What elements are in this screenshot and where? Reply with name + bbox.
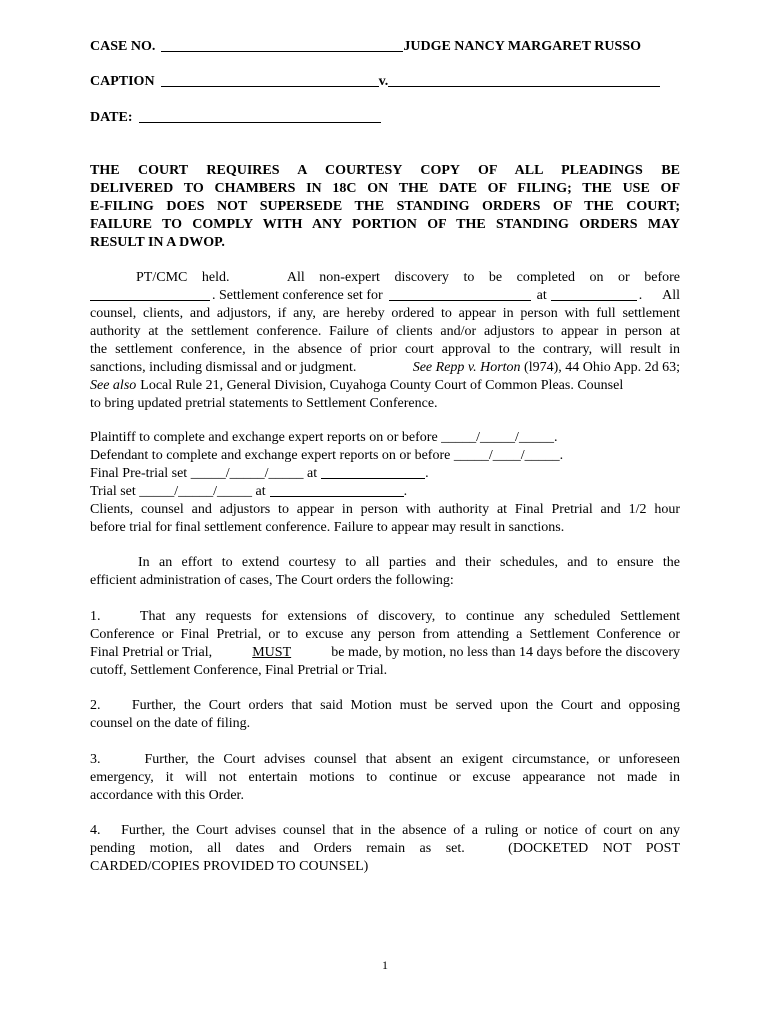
intro-paragraph	[90, 554, 680, 590]
date-field[interactable]	[139, 109, 381, 123]
notice-line: RESULT IN A DWOP.	[90, 235, 225, 250]
settlement-time-field[interactable]	[551, 287, 637, 301]
plaintiff-expert-line: Plaintiff to complete and exchange expert reports on or before _____/_____/_____.	[90, 430, 558, 445]
date-label: DATE:	[90, 110, 133, 125]
settlement-text: . Settlement conference set for	[212, 288, 383, 303]
order-line: 1. That any requests for extensions of discovery, to continue any scheduled Settlement	[90, 609, 680, 624]
case-number-line	[90, 38, 680, 56]
date-line	[90, 109, 680, 127]
order-1-text: Final Pretrial or Trial,	[90, 645, 213, 660]
intro-line: efficient administration of cases, The Court orders the following:	[90, 573, 454, 588]
settlement-at-text: at	[536, 288, 547, 303]
settlement-all-text: . All	[638, 288, 680, 303]
judge-name: JUDGE NANCY MARGARET RUSSO	[403, 39, 641, 54]
trial-text: Trial set _____/_____/_____ at	[90, 484, 266, 499]
pretrial-line: PT/CMC held. All non-expert discovery to be completed on or before	[136, 270, 680, 285]
order-2	[90, 697, 680, 733]
case-citation: See Repp v. Horton	[412, 360, 521, 375]
order-line: 4. Further, the Court advises counsel that in the absence of a ruling or notice of court on any	[90, 823, 680, 838]
order-3	[90, 751, 680, 805]
clients-appear-line: Clients, counsel and adjustors to appear in person with authority at Final Pretrial and 1/2 hour	[90, 502, 680, 517]
case-number-field[interactable]	[161, 38, 403, 52]
intro-line: In an effort to extend courtesy to all parties and their schedules, and to ensure the	[138, 555, 680, 570]
must-emphasis: MUST	[252, 645, 292, 660]
pretrial-line: authority at the settlement conference. Failure of clients and/or adjustors to appear in person at	[90, 324, 680, 339]
case-label: CASE NO.	[90, 39, 156, 54]
trial-time-field[interactable]	[270, 483, 404, 497]
caption-line	[90, 73, 680, 91]
notice-line: THE COURT REQUIRES A COURTESY COPY OF ALL PLEADINGS BE	[90, 163, 680, 178]
order-line: counsel on the date of filing.	[90, 716, 251, 731]
settlement-date-field[interactable]	[389, 287, 531, 301]
defendant-expert-line: Defendant to complete and exchange expert reports on or before _____/____/_____.	[90, 448, 564, 463]
order-1-text: be made, by motion, no less than 14 days before the discovery	[331, 645, 680, 660]
notice-line: DELIVERED TO CHAMBERS IN 18C ON THE DATE OF FILING; THE USE OF	[90, 181, 680, 196]
final-pretrial-line: Final Pre-trial set _____/_____/_____ at .	[90, 466, 429, 481]
caption-label: CAPTION	[90, 74, 155, 89]
local-rule-line	[90, 377, 680, 395]
notice-line: E-FILING DOES NOT SUPERSEDE THE STANDING ORDERS OF THE COURT;	[90, 199, 680, 214]
order-line: 2. Further, the Court orders that said Motion must be served upon the Court and opposing	[90, 698, 680, 713]
order-line: cutoff, Settlement Conference, Final Pretrial or Trial.	[90, 663, 388, 678]
discovery-date-field[interactable]	[90, 287, 210, 301]
pretrial-paragraph	[90, 269, 680, 413]
order-line: CARDED/COPIES PROVIDED TO COUNSEL)	[90, 859, 369, 874]
trial-line: Trial set _____/_____/_____ at .	[90, 484, 408, 499]
order-1	[90, 608, 680, 680]
clients-appear-line: before trial for final settlement conference. Failure to appear may result in sanctions.	[90, 520, 565, 535]
schedule-block	[90, 429, 680, 537]
see-also-signal: See also	[90, 378, 137, 393]
citation-line	[90, 359, 680, 377]
courtesy-copy-notice	[90, 162, 680, 252]
local-rule-text: Local Rule 21, General Division, Cuyahoga County Court of Common Pleas. Counsel	[140, 378, 624, 393]
order-line: Conference or Final Pretrial, or to excuse any person from attending a Settlement Conference or	[90, 627, 680, 642]
order-line: 3. Further, the Court advises counsel that absent an exigent circumstance, or unforeseen	[90, 752, 680, 767]
settlement-line	[90, 287, 680, 305]
order-line	[90, 644, 680, 662]
final-pretrial-text: Final Pre-trial set _____/_____/_____ at	[90, 466, 318, 481]
order-line: emergency, it will not entertain motions to continue or excuse appearance not made in	[90, 770, 680, 785]
citation-details: (l974), 44 Ohio App. 2d 63;	[524, 360, 680, 375]
caption-defendant-field[interactable]	[388, 73, 660, 87]
pretrial-line: counsel, clients, and adjustors, if any, are hereby ordered to appear in person with full settlement	[90, 306, 680, 321]
pretrial-line: the settlement conference, in the absence of prior court approval to the contrary, will result in	[90, 342, 680, 357]
order-line: pending motion, all dates and Orders remain as set. (DOCKETED NOT POST	[90, 841, 680, 856]
notice-line: FAILURE TO COMPLY WITH ANY PORTION OF THE STANDING ORDERS MAY	[90, 217, 680, 232]
order-4	[90, 822, 680, 876]
versus-text: v.	[378, 74, 389, 89]
order-line: accordance with this Order.	[90, 788, 244, 803]
caption-plaintiff-field[interactable]	[161, 73, 379, 87]
sanctions-text: sanctions, including dismissal and or judgment.	[90, 360, 357, 375]
final-pretrial-time-field[interactable]	[321, 465, 425, 479]
pretrial-line: to bring updated pretrial statements to Settlement Conference.	[90, 396, 438, 411]
page-number: 1	[382, 958, 388, 972]
